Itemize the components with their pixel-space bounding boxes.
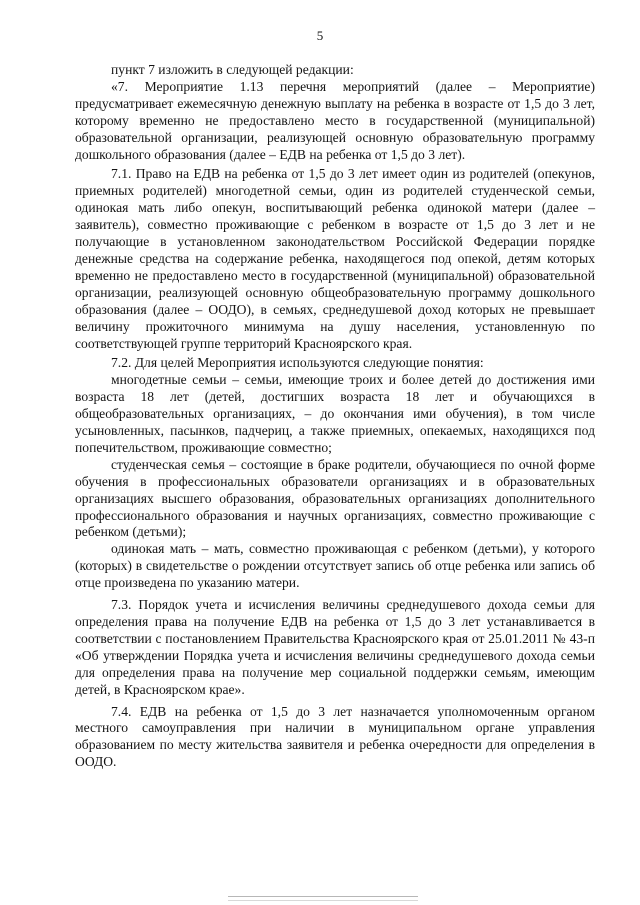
paragraph-item-7-1: 7.1. Право на ЕДВ на ребенка от 1,5 до 3 лет имеет один из родителей (опекунов, приемных родителей) многодетной семьи, один из родителей студенческой семьи, одинокая мать либо опекун, воспитывающий ребенка одинокой матери (далее – заявитель), совместно проживающие с ребенком в возрасте от 1,5 до 3 лет и не получающие в установленном законодательством Российской Федерации порядке денежные средства на содержание ребенка, находящегося под опекой, детям которых временно не предоставлено место в государственной (муниципальной) образовательной организации, реализующей основную общеобразовательную программу дошкольного образования (далее – ООДО), в семьях, среднедушевой доход которых не превышает величину прожиточного минимума на душу населения, установленную по соответствующей группе территорий Красноярского края.: [75, 166, 595, 351]
paragraph-definition-large-family: многодетные семьи – семьи, имеющие троих и более детей до достижения ими возраста 18 лет (детей, достигших возраста 18 лет и обучающихся в общеобразовательных организациях, – до окончания ими обучения), в том числе усыновленных, пасынков, падчериц, а также приемных, опекаемых, находящихся под попечительством, проживающие совместно;: [75, 372, 595, 455]
paragraph-definition-single-mother: одинокая мать – мать, совместно проживающая с ребенком (детьми), у которого (которых) в свидетельстве о рождении отсутствует запись об отце ребенка или запись об отце произведена по указанию матери.: [75, 541, 595, 591]
paragraph-item-7-2: 7.2. Для целей Мероприятия используются следующие понятия:: [111, 355, 484, 371]
document-body: [75, 62, 595, 771]
paragraph-intro: пункт 7 изложить в следующей редакции:: [111, 62, 354, 77]
page-number: 5: [316, 28, 324, 43]
paragraph-item-7-3: 7.3. Порядок учета и исчисления величины среднедушевого дохода семьи для определения права на получение ЕДВ на ребенка от 1,5 до 3 лет устанавливается в соответствии с постановлением Правительства Красноярского края от 25.01.2011 № 43-п «Об утверждении Порядка учета и исчисления величины среднедушевого дохода семьи для определения права на получение мер социальной поддержки семьям, имеющим детей, в Красноярском крае».: [75, 597, 595, 697]
paragraph-item-7-4: 7.4. ЕДВ на ребенка от 1,5 до 3 лет назначается уполномоченным органом местного самоуправления при наличии в муниципальном органе управления образованием по месту жительства заявителя и ребенка очередности для определения в ООДО.: [75, 703, 595, 770]
paragraph-item-7: «7. Мероприятие 1.13 перечня мероприятий (далее – Мероприятие) предусматривает ежемесячную денежную выплату на ребенка в возрасте от 1,5 до 3 лет, которому временно не предоставлено место в государственной (муниципальной) образовательной организации, реализующей основную образовательную программу дошкольного образования (далее – ЕДВ на ребенка от 1,5 до 3 лет).: [75, 78, 595, 162]
scan-edge-mark: [228, 896, 418, 901]
paragraph-definition-student-family: студенческая семья – состоящие в браке родители, обучающиеся по очной форме обучения в профессиональных образователи организациях и в образовательных организациях высшего образования, образовательных организациях дополнительного профессионального образования и научных организациях, совместно проживающие с ребенком (детьми);: [75, 456, 595, 540]
